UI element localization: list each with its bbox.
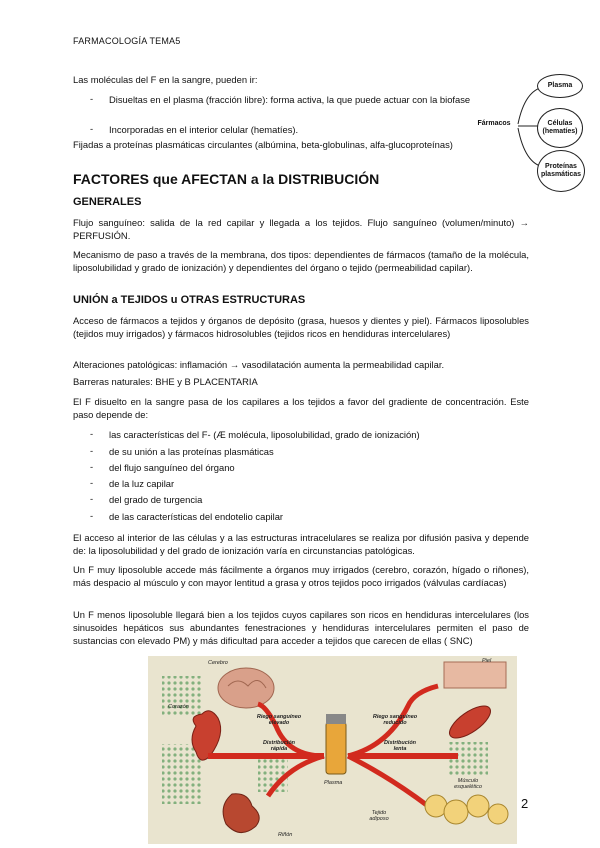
paragraph: Flujo sanguíneo: salida de la red capilar y llegada a los tejidos. Flujo sanguíneo (volumen/minuto) → PERFUSIÓN. bbox=[73, 217, 529, 241]
paragraph: Alteraciones patológicas: inflamación → vasodilatación aumenta la permeabilidad capilar. bbox=[73, 359, 445, 370]
label-distribucion-lenta: Distribución lenta bbox=[383, 740, 417, 752]
list-item: del flujo sanguíneo del órgano bbox=[109, 462, 235, 473]
paragraph: El F disuelto en la sangre pasa de los capilares a los tejidos a favor del gradiente de concentración. Este paso depende de: bbox=[73, 396, 529, 420]
diagram-node-plasma: Plasma bbox=[537, 74, 583, 98]
bullet-dash: - bbox=[90, 493, 94, 504]
list-item: de las características del endotelio capilar bbox=[109, 511, 284, 522]
label-cerebro: Cerebro bbox=[208, 660, 228, 666]
section-title-union: UNIÓN a TEJIDOS u OTRAS ESTRUCTURAS bbox=[73, 294, 306, 306]
label-rinon: Riñón bbox=[278, 832, 293, 838]
main-title: FACTORES que AFECTAN a la DISTRIBUCIÓN bbox=[73, 171, 380, 187]
diagram-center-node: Fármacos bbox=[472, 104, 516, 144]
label-distribucion-rapida: Distribución rápida bbox=[262, 740, 296, 752]
paragraph: El acceso al interior de las células y a las estructuras intracelulares se realiza por difusión pasiva y depende de: la liposolubilidad y del grado de ionización varía en circunstancias patológicas. bbox=[73, 532, 529, 556]
label-riego-elevado: Riego sanguíneo elevado bbox=[256, 714, 302, 726]
bullet-dash: - bbox=[90, 93, 94, 104]
bullet-dash: - bbox=[90, 428, 94, 439]
list-item: de la luz capilar bbox=[109, 478, 175, 489]
diagram-node-cells: Células (hematíes) bbox=[537, 108, 583, 148]
paragraph: Barreras naturales: BHE y B PLACENTARIA bbox=[73, 376, 258, 387]
intro-item: Incorporadas en el interior celular (hematíes). bbox=[109, 124, 299, 135]
intro-text: Las moléculas del F en la sangre, pueden ir: bbox=[73, 74, 258, 85]
section-title-generales: GENERALES bbox=[73, 196, 142, 208]
label-tejido-adiposo: Tejido adiposo bbox=[369, 810, 389, 822]
diagram-node-proteins: Proteínas plasmáticas bbox=[537, 150, 585, 192]
paragraph: Mecanismo de paso a través de la membrana, dos tipos: dependientes de fármacos (tamaño de la molécula, liposolubilidad y grado de ionización) y dependientes del órgano o tejido (permeabilidad capilar). bbox=[73, 249, 529, 273]
label-musculo: Músculo esquelético bbox=[454, 778, 482, 790]
label-riego-reducido: Riego sanguíneo reducido bbox=[372, 714, 418, 726]
label-corazon: Corazón bbox=[168, 704, 189, 710]
page-number: 2 bbox=[521, 796, 529, 811]
paragraph: Un F menos liposoluble llegará bien a los tejidos cuyos capilares son ricos en hendiduras intercelulares (los sinusoides hepáticos sus abundantes fenestraciones y hendiduras intercelulares permiten el paso de sustancias con elevado PM) y más dificultad para acceder a tejidos que carecen de ellas ( SNC) bbox=[73, 609, 529, 646]
illustration-graphics bbox=[148, 656, 517, 844]
bullet-dash: - bbox=[90, 510, 94, 521]
paragraph: Acceso de fármacos a tejidos y órganos de depósito (grasa, huesos y dientes y piel). Fármacos liposolubles (tejidos muy irrigados) y fármacos hidrosolubles (tejidos ricos en hendiduras intercelulares) bbox=[73, 315, 529, 339]
bullet-dash: - bbox=[90, 477, 94, 488]
bullet-dash: - bbox=[90, 445, 94, 456]
list-item: del grado de turgencia bbox=[109, 494, 203, 505]
label-plasma: Plasma bbox=[324, 780, 343, 786]
list-item: de su unión a las proteínas plasmáticas bbox=[109, 446, 274, 457]
distribution-illustration bbox=[148, 656, 517, 844]
bullet-dash: - bbox=[90, 461, 94, 472]
page-header: FARMACOLOGÍA TEMA5 bbox=[73, 36, 181, 46]
label-piel: Piel bbox=[482, 658, 492, 664]
paragraph: Un F muy liposoluble accede más fácilmente a órganos muy irrigados (cerebro, corazón, hígado o riñones), más despacio al músculo y con mayor lentitud a grasa y otros tejidos poco irrigados (válvulas cardíacas) bbox=[73, 564, 529, 588]
intro-item: Disueltas en el plasma (fracción libre): forma activa, la que puede actuar con la biofase bbox=[109, 94, 471, 105]
list-item: las características del F- (Æ molécula, liposolubilidad, grado de ionización) bbox=[109, 429, 420, 440]
intro-last: Fijadas a proteínas plasmáticas circulantes (albúmina, beta-globulinas, alfa-glucoproteínas) bbox=[73, 139, 453, 150]
bullet-dash: - bbox=[90, 123, 94, 134]
